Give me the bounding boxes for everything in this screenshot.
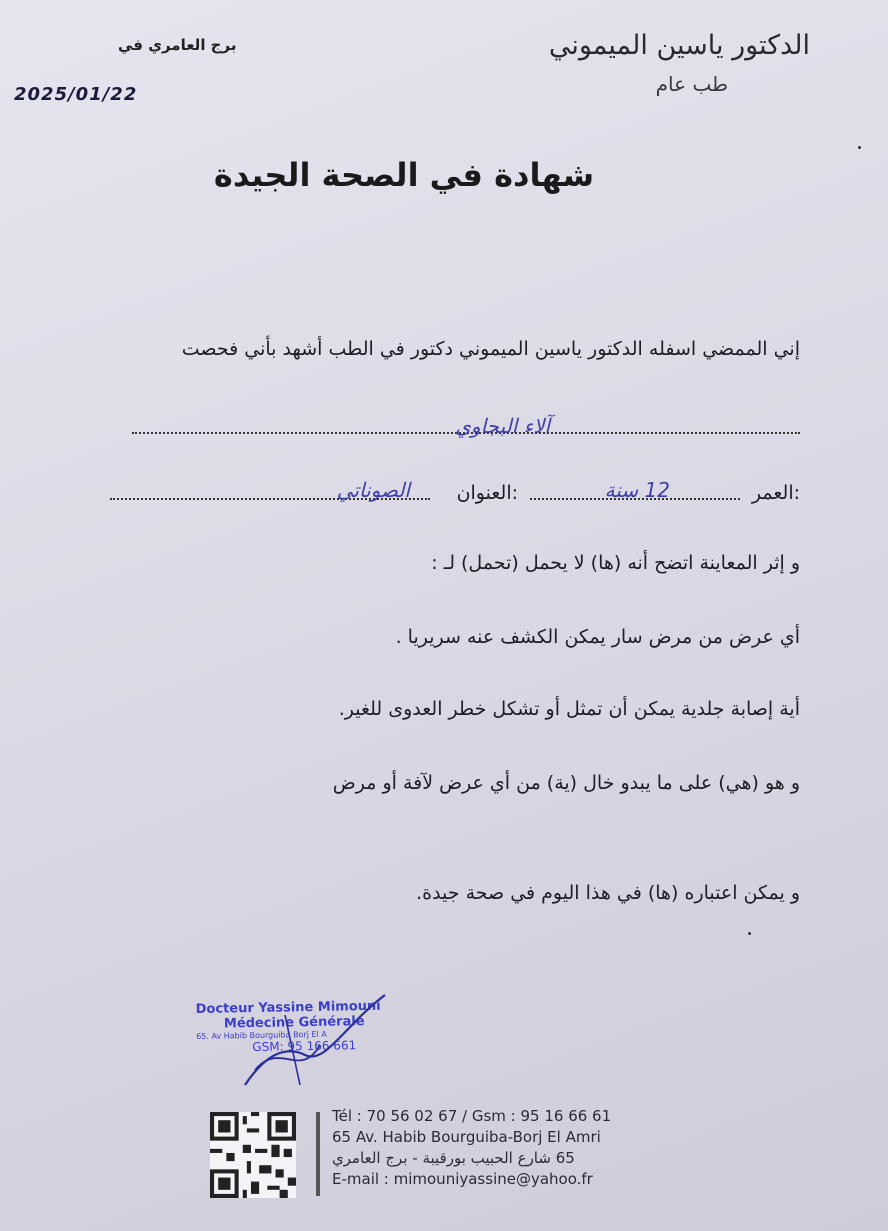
address-handwritten: الصوناتي [336, 478, 410, 502]
age-label: العمر: [751, 482, 800, 504]
stamp-line-2: Médecine Générale [223, 1014, 365, 1032]
stamp-line-4: GSM: 95 166 661 [252, 1038, 357, 1055]
signature-mark [225, 985, 405, 1095]
certificate-title [0, 156, 888, 194]
qr-code-icon [210, 1112, 296, 1198]
patient-name-handwritten: آلاء البجاوي [455, 414, 550, 438]
stamp-line-3: 65. Av Habib Bourguiba Borj El A [196, 1029, 327, 1042]
footer-email: E-mail : mimouniyassine@yahoo.fr [332, 1170, 593, 1188]
body-line-b: أية إصابة جلدية يمكن أن تمثل أو تشكل خطر العدوى للغير. [338, 698, 800, 720]
age-address-row [110, 474, 800, 504]
age-handwritten: 12 سنة [604, 478, 670, 502]
body-line-d: و يمكن اعتباره (ها) في هذا اليوم في صحة جيدة. [416, 882, 800, 904]
footer-phones: Tél : 70 56 02 67 / Gsm : 95 16 66 61 [332, 1107, 612, 1125]
certificate-title-text: شهادة في الصحة الجيدة [213, 156, 595, 194]
footer-address-fr: 65 Av. Habib Bourguiba-Borj El Amri [332, 1128, 601, 1146]
body-line-1: إني الممضي اسفله الدكتور ياسين الميموني دكتور في الطب أشهد بأني فحصت [181, 338, 800, 360]
body-line-exam: و إثر المعاينة اتضح أنه (ها) لا يحمل (تحمل) لـ : [431, 552, 800, 574]
footer-contact [332, 1106, 611, 1190]
footer-divider [316, 1112, 320, 1196]
body-line-a: أي عرض من مرض سار يمكن الكشف عنه سريريا . [395, 626, 800, 648]
paper-speck [858, 146, 861, 149]
place-label: برج العامري في [118, 36, 237, 54]
body-line-c: و هو (هي) على ما يبدو خال (ية) من أي عرض لآفة أو مرض [332, 772, 800, 794]
stamp-line-1: Docteur Yassine Mimouni [195, 998, 381, 1018]
handwritten-date: 2025/01/22 [14, 84, 138, 105]
doctor-name: الدكتور ياسين الميموني [548, 30, 810, 61]
footer-address-ar: 65 شارع الحبيب بورقيبة - برج العامري [332, 1149, 575, 1167]
paper-speck [748, 932, 751, 935]
address-label: العنوان: [456, 482, 518, 504]
doctor-specialty: طب عام [655, 72, 728, 96]
patient-name-row [110, 408, 800, 438]
